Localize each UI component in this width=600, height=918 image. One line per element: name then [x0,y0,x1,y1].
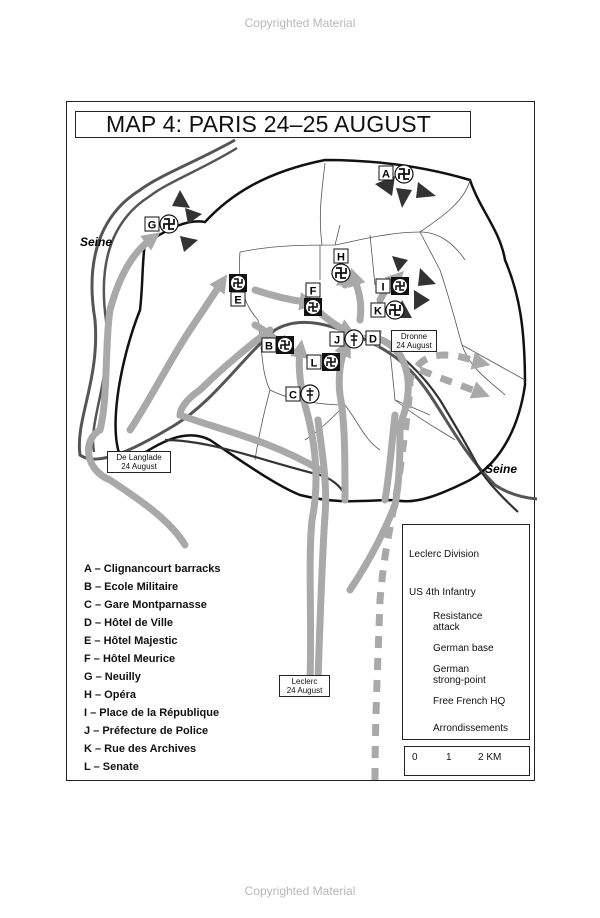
de-langlade-annotation [107,451,171,473]
scale-label-one: 1 [446,752,452,763]
seine-label-west: Seine [80,235,113,249]
marker-K-german-base-icon [386,301,404,319]
marker-H-german-base-icon [332,264,350,282]
marker-L-label: L [310,357,318,370]
leclerc-date: 24 August [286,686,323,695]
marker-D-label: D [369,333,377,346]
key-item-b: B – Ecole Militaire [84,581,179,593]
marker-B-label: B [265,340,273,353]
marker-L-strongpoint-icon [322,353,340,371]
seine-label-east: Seine [485,462,518,476]
legend-arrondissements-label: Arrondissements [433,723,509,734]
marker-G-german-base-icon [160,215,178,233]
marker-H-label: H [337,251,345,264]
marker-A-label: A [382,168,390,181]
map-legend [402,524,530,740]
legend-free-french-hq-label: Free French HQ [433,696,506,707]
legend-us-infantry-label: US 4th Infantry [409,587,476,598]
leclerc-name: Leclerc [291,677,318,686]
dronne-name: Dronne [400,332,428,341]
key-item-g: G – Neuilly [84,671,141,683]
key-item-j: J – Préfecture de Police [84,725,209,737]
copyright-notice-top: Copyrighted Material [244,16,356,30]
marker-J-label: J [333,334,341,347]
marker-B-strongpoint-icon [276,336,294,354]
copyright-notice-bottom: Copyrighted Material [244,884,356,898]
marker-E-strongpoint-icon [229,274,247,292]
legend-strongpoint-label-2: strong-point [433,675,486,686]
key-item-c: C – Gare Montparnasse [84,599,207,611]
key-item-f: F – Hôtel Meurice [84,653,176,665]
marker-J-free-french-hq-icon [345,330,363,348]
key-item-l: L – Senate [84,761,139,773]
location-key [84,560,284,776]
seine-river [79,140,537,499]
de-langlade-date: 24 August [121,462,157,471]
key-item-k: K – Rue des Archives [84,743,197,755]
marker-I-strongpoint-icon [391,277,409,295]
key-item-e: E – Hôtel Majestic [84,635,178,647]
key-item-h: H – Opéra [84,689,136,701]
marker-K-label: K [374,305,382,318]
map-title: MAP 4: PARIS 24–25 AUGUST [75,111,471,138]
legend-resistance-label-2: attack [433,622,460,633]
dronne-date: 24 August [396,341,432,350]
marker-A-german-base-icon [395,165,413,183]
leclerc-annotation [279,675,330,697]
marker-F-strongpoint-icon [304,298,322,316]
dronne-annotation [391,330,437,352]
scale-label-zero: 0 [412,752,418,763]
de-langlade-name: De Langlade [116,453,162,462]
marker-G-label: G [147,219,157,232]
scale-box [404,746,530,776]
marker-C-free-french-hq-icon [301,385,319,403]
marker-E-label: E [234,294,242,307]
marker-F-label: F [309,285,317,298]
legend-resistance-label-1: Resistance [433,611,483,622]
legend-german-base-label: German base [433,643,494,654]
marker-I-label: I [381,281,385,294]
legend-leclerc-label: Leclerc Division [409,549,480,560]
scale-label-two: 2 KM [478,752,502,763]
key-item-i: I – Place de la République [84,707,220,719]
marker-C-label: C [289,389,297,402]
key-item-d: D – Hôtel de Ville [84,617,174,629]
legend-strongpoint-label-1: German [433,664,470,675]
key-item-a: A – Clignancourt barracks [84,563,221,575]
